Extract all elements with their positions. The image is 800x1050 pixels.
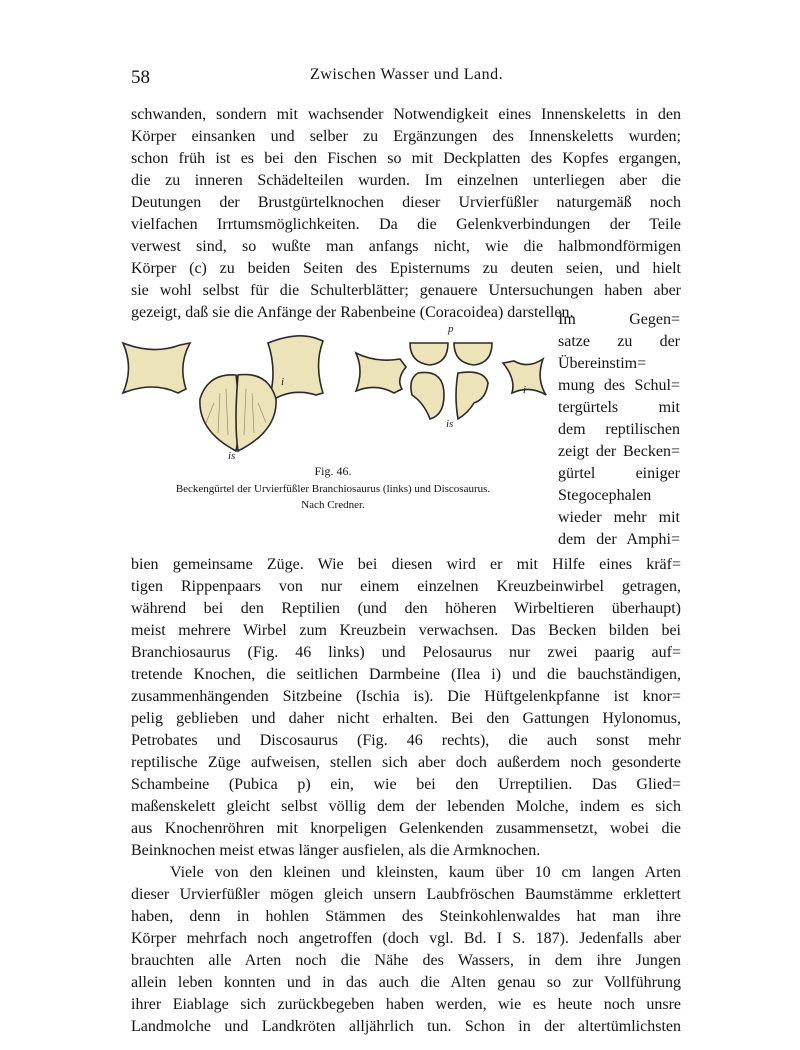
ilium-left-bone — [123, 343, 190, 393]
figure-caption — [118, 481, 548, 513]
side-line: Übereinstim= — [558, 355, 647, 372]
caption-line: Beckengürtel der Urvierfüßler Branchiosaurus (links) und Discosaurus. — [175, 483, 491, 495]
side-line: wieder mehr mit — [558, 509, 680, 526]
text-line: Schambeine (Pubica p) ein, wie bei den Urreptilien. Das Glied= — [131, 776, 681, 793]
text-line: Viele von den kleinen und kleinsten, kaum über 10 cm langen Arten — [170, 864, 681, 881]
text-line: Deutungen der Brustgürtelknochen dieser Urvierfüßler naturgemäß noch — [131, 194, 681, 211]
text-line: dieser Urvierfüßler mögen gleich unsern Laubfröschen Baumstämme erklettert — [131, 886, 681, 903]
running-head: Zwischen Wasser und Land. — [310, 66, 504, 83]
figure-label: Fig. 46. — [314, 464, 352, 478]
ischium-disco-right-bone — [456, 372, 488, 419]
text-line: pelig geblieben und daher nicht erhalten. Bei den Gattungen Hylonomus, — [131, 710, 681, 727]
letter-i-right: i — [523, 384, 527, 396]
side-line: satze zu der — [558, 333, 680, 350]
text-line: gezeigt, daß sie die Anfänge der Rabenbeine (Coracoidea) darstellen. — [131, 304, 574, 321]
text-line: haben, denn in hohlen Stämmen des Steinkohlenwaldes hat man ihre — [131, 908, 681, 925]
text-line: Landmolche und Landkröten alljährlich tun. Schon in der altertümlichsten — [131, 1018, 681, 1035]
pelvic-girdle-illustration — [118, 323, 548, 463]
text-line: Körper einsanken und selber zu Ergänzungen des Innenskeletts wurden; — [131, 128, 681, 145]
ilium-right-bone — [268, 336, 323, 403]
text-line: Branchiosaurus (Fig. 46 links) und Pelosaurus nur zwei paarig auf= — [131, 644, 681, 661]
text-line: die zu inneren Schädelteilen wurden. Im einzelnen unterliegen aber die — [131, 172, 681, 189]
text-line: tigen Rippenpaars von nur einem einzelnen Kreuzbeinwirbel getragen, — [131, 578, 681, 595]
text-line: ihrer Eiablage sich zurückbegeben haben werden, wie es heute noch unsre — [131, 996, 681, 1013]
text-line: schwanden, sondern mit wachsender Notwendigkeit eines Innenskeletts in den — [131, 106, 681, 123]
ischium-left-bone — [200, 375, 239, 451]
page-number: 58 — [131, 67, 150, 88]
side-line: dem reptilischen — [558, 421, 680, 438]
text-line: aus Knochenröhren mit knorpeligen Gelenkenden zusammensetzt, wobei die — [131, 820, 681, 837]
text-line: während bei den Reptilien (und den höheren Wirbeltieren überhaupt) — [131, 600, 681, 617]
caption-line: Nach Credner. — [301, 499, 365, 511]
text-line: schon früh ist es bei den Fischen so mit Deckplatten des Kopfes ergangen, — [131, 150, 681, 167]
text-line: brauchten alle Arten noch die Nähe des Wassers, in dem ihre Jungen — [131, 952, 681, 969]
pubis-right-bone — [454, 343, 492, 365]
text-line: sie wohl selbst für die Schulterblätter; genauere Untersuchungen haben aber — [131, 282, 681, 299]
text-line: tretende Knochen, die seitlichen Darmbeine (Ilea i) und die bauchständigen, — [131, 666, 681, 683]
side-line: tergürtels mit — [558, 399, 680, 416]
text-line: meist mehrere Wirbel zum Kreuzbein verwachsen. Das Becken bilden bei — [131, 622, 681, 639]
text-line: maßenskelett gleicht selbst völlig dem der lebenden Molche, indem es sich — [131, 798, 681, 815]
letter-is-left: is — [228, 450, 236, 462]
text-line: Körper mehrfach noch angetroffen (doch vgl. Bd. I S. 187). Jedenfalls aber — [131, 930, 681, 947]
letter-i-left: i — [281, 376, 285, 388]
text-line: Beinknochen meist etwas länger ausfielen, als die Armknochen. — [131, 842, 541, 859]
side-line: dem der Amphi= — [558, 531, 680, 548]
letter-p: p — [448, 323, 454, 335]
text-line: Petrobates und Discosaurus (Fig. 46 rechts), die auch sonst mehr — [131, 732, 681, 749]
text-line: vielfachen Irrtumsmöglichkeiten. Da die Gelenkverbindungen der Teile — [131, 216, 681, 233]
figure-46 — [118, 323, 548, 463]
ilium-disco-left-bone — [356, 353, 406, 393]
side-line: mung des Schul= — [558, 377, 680, 394]
side-line: gürtel einiger — [558, 465, 680, 482]
text-line: Körper (c) zu beiden Seiten des Episternums zu deuten seien, und hielt — [131, 260, 681, 277]
letter-is-right: is — [446, 418, 454, 430]
text-line: bien gemeinsame Züge. Wie bei diesen wird er mit Hilfe eines kräf= — [131, 556, 681, 573]
pubis-left-bone — [410, 343, 448, 365]
ischium-disco-left-bone — [411, 372, 444, 419]
side-line: zeigt der Becken= — [558, 443, 680, 460]
text-line: reptilische Züge aufweisen, stellen sich aber doch außerdem noch gesonderte — [131, 754, 681, 771]
ischium-right-bone — [236, 375, 276, 452]
text-line: allein leben konnten und in das auch die Alten genau so zur Vollführung — [131, 974, 681, 991]
side-line: Im Gegen= — [558, 311, 680, 328]
side-line: Stegocephalen — [558, 487, 652, 504]
text-line: zusammenhängenden Sitzbeine (Ischia is). Die Hüftgelenkpfanne ist knor= — [131, 688, 681, 705]
text-line: verwest sind, so wußte man anfangs nicht, wie die halbmondförmigen — [131, 238, 681, 255]
